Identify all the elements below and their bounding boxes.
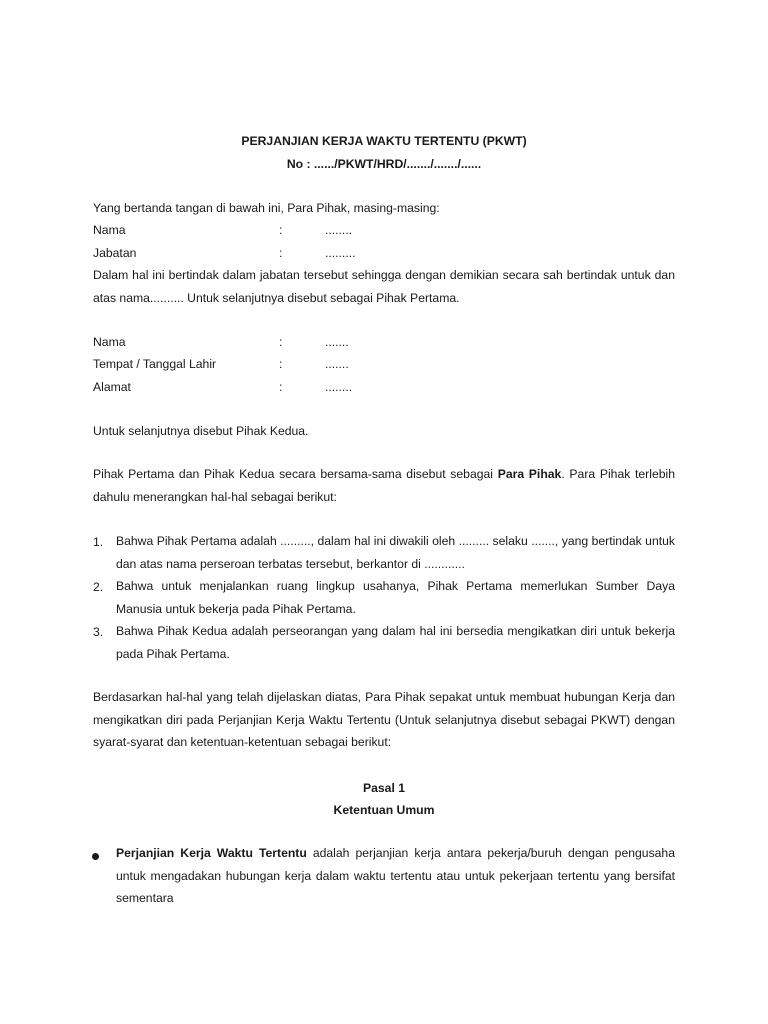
parties-term: Para Pihak — [497, 467, 562, 481]
definition-text: adalah perjanjian kerja antara pekerja/buruh dengan pengusaha untuk mengadakan hubungan kerja dalam waktu tertentu atau untuk pekerjaan tertentu yang bersifat sementara — [116, 846, 675, 905]
party2-name-label: Nama — [93, 335, 126, 349]
recital-number: 3. — [93, 625, 104, 639]
party2-name-value: ....... — [325, 335, 349, 349]
document-number: No : ....../PKWT/HRD/......./......./...... — [286, 157, 482, 171]
recital-number: 2. — [93, 580, 104, 594]
definition-term: Perjanjian Kerja Waktu Tertentu — [116, 846, 307, 860]
parties-text-before: Pihak Pertama dan Pihak Kedua secara bersama-sama disebut sebagai — [93, 467, 498, 481]
pasal-number: Pasal 1 — [362, 781, 405, 795]
pasal-title: Ketentuan Umum — [333, 803, 435, 817]
party2-birth-sep: : — [279, 357, 283, 371]
recital-text: Bahwa Pihak Kedua adalah perseorangan yang dalam hal ini bersedia mengikatkan diri untuk bekerja pada Pihak Pertama. — [116, 624, 675, 661]
party1-position-value: ......... — [325, 246, 356, 260]
definition-paragraph — [116, 842, 675, 910]
party1-name-value: ........ — [325, 223, 353, 237]
party1-statement: Dalam hal ini bertindak dalam jabatan tersebut sehingga dengan demikian secara sah bertindak untuk dan atas nama.......... Untuk selanjutnya disebut sebagai Pihak Pertama. — [93, 268, 675, 305]
recital-number: 1. — [93, 535, 104, 549]
party2-statement: Untuk selanjutnya disebut Pihak Kedua. — [93, 424, 309, 438]
party2-birth-value: ....... — [325, 357, 349, 371]
party1-position-label: Jabatan — [93, 246, 137, 260]
party1-name-label: Nama — [93, 223, 126, 237]
parties-paragraph — [93, 463, 675, 508]
recital-text: Bahwa Pihak Pertama adalah ........., dalam hal ini diwakili oleh ......... selaku ......., yang bertindak untuk dan atas nama perseroan terbatas tersebut, berkantor di ............ — [116, 534, 675, 571]
bullet-icon — [92, 853, 99, 860]
recital-text: Bahwa untuk menjalankan ruang lingkup usahanya, Pihak Pertama memerlukan Sumber Daya Manusia untuk bekerja pada Pihak Pertama. — [116, 579, 675, 616]
party2-name-sep: : — [279, 335, 283, 349]
agreement-paragraph: Berdasarkan hal-hal yang telah dijelaskan diatas, Para Pihak sepakat untuk membuat hubungan Kerja dan mengikatkan diri pada Perjanjian Kerja Waktu Tertentu (Untuk selanjutnya disebut sebagai PKWT) dengan syarat-syarat dan ketentuan-ketentuan sebagai berikut: — [93, 690, 675, 749]
party2-address-sep: : — [279, 380, 283, 394]
party2-birth-label: Tempat / Tanggal Lahir — [93, 357, 217, 371]
intro-text: Yang bertanda tangan di bawah ini, Para Pihak, masing-masing: — [93, 201, 440, 215]
parties-text-after: . Para Pihak terlebih dahulu menerangkan hal-hal sebagai berikut: — [93, 467, 675, 504]
party1-name-sep: : — [279, 223, 283, 237]
party1-position-sep: : — [279, 246, 283, 260]
document-title: PERJANJIAN KERJA WAKTU TERTENTU (PKWT) — [241, 134, 527, 148]
party2-address-value: ........ — [325, 380, 353, 394]
party2-address-label: Alamat — [93, 380, 131, 394]
